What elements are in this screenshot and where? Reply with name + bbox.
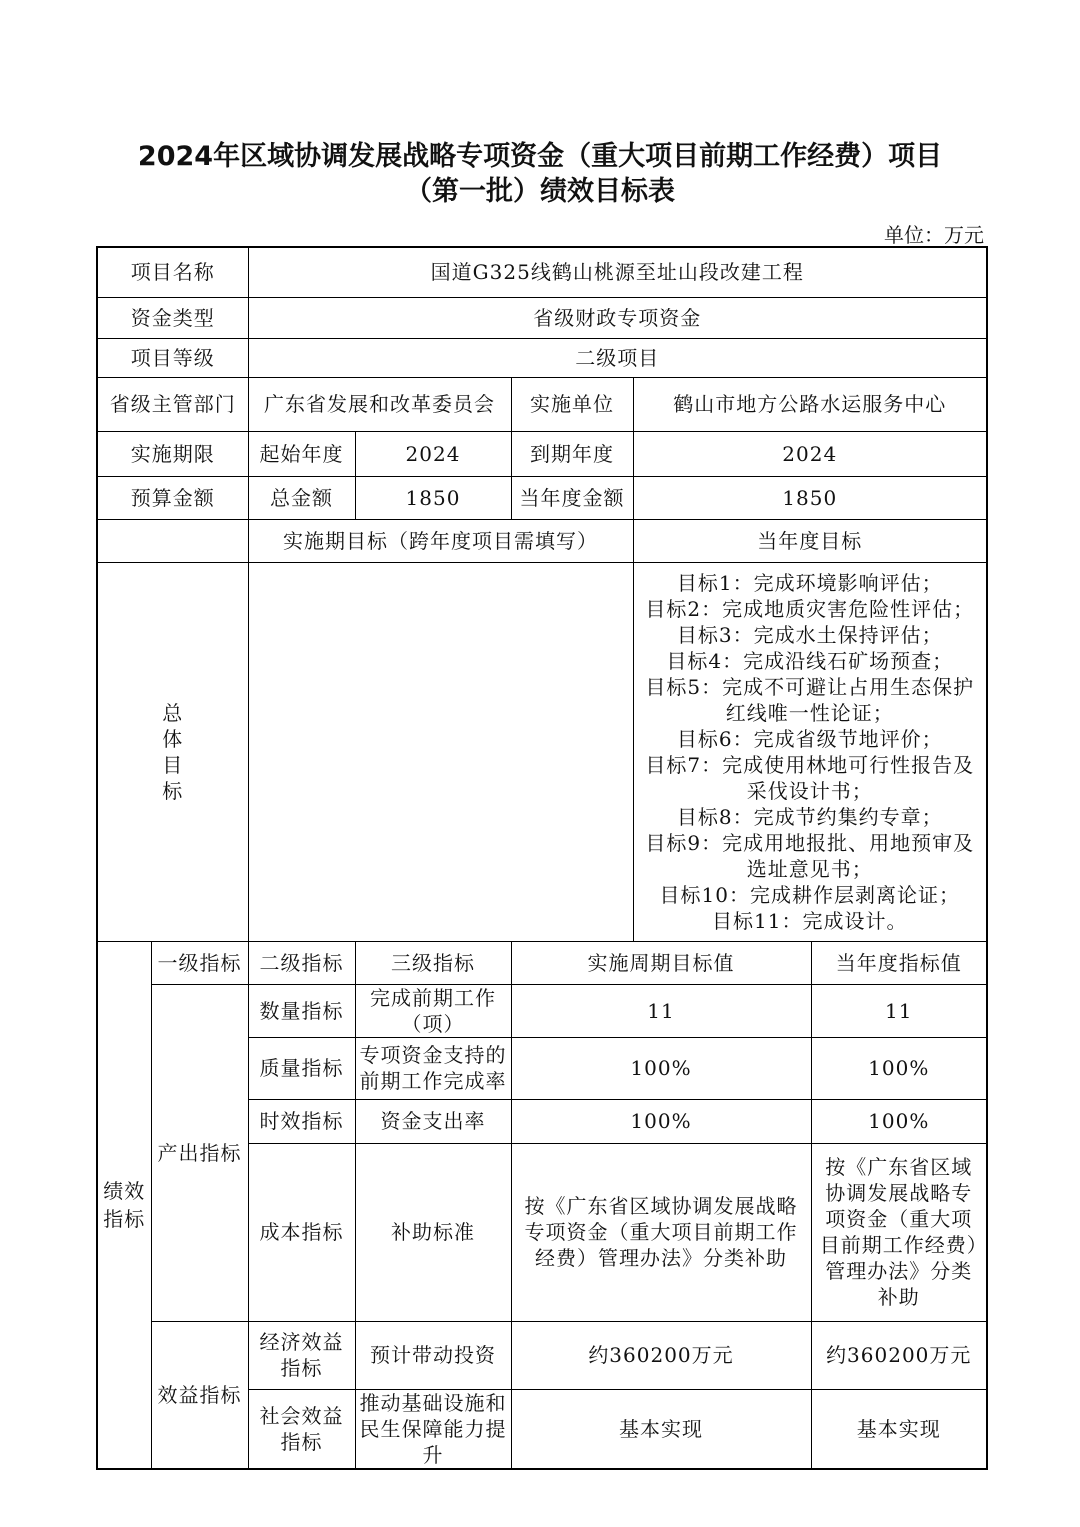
total-amount-value: 1850	[355, 476, 511, 519]
unit-label: 单位：万元	[884, 223, 984, 247]
department-label: 省级主管部门	[97, 377, 248, 431]
row-department	[97, 377, 987, 431]
annual-value-header: 当年度指标值	[811, 941, 987, 984]
period-label: 实施期限	[97, 431, 248, 476]
implementing-unit-value: 鹤山市地方公路水运服务中心	[633, 377, 987, 431]
current-amount-value: 1850	[633, 476, 987, 519]
annual-goal-item: 目标9：完成用地报批、用地预审及选址意见书；	[645, 830, 975, 881]
level2-cell: 时效指标	[248, 1099, 355, 1143]
annual-value-cell: 100%	[811, 1037, 987, 1099]
annual-goal-item: 目标1：完成环境影响评估；	[676, 570, 943, 595]
budget-label: 预算金额	[97, 476, 248, 519]
current-amount-label: 当年度金额	[511, 476, 633, 519]
performance-target-table	[96, 246, 988, 1470]
period-value-header: 实施周期目标值	[511, 941, 811, 984]
overall-goal-label: 总体目标	[97, 562, 248, 941]
end-year-value: 2024	[633, 431, 987, 476]
row-period	[97, 431, 987, 476]
annual-goals-list	[633, 562, 987, 941]
level3-cell: 补助标准	[355, 1143, 511, 1321]
annual-goal-item: 目标3：完成水土保持评估；	[676, 622, 943, 647]
total-amount-label: 总金额	[248, 476, 355, 519]
table-row	[97, 1321, 987, 1389]
period-goal-text	[248, 562, 633, 941]
fund-type-label: 资金类型	[97, 297, 248, 338]
start-year-label: 起始年度	[248, 431, 355, 476]
annual-value-cell: 按《广东省区域协调发展战略专项资金（重大项目前期工作经费）管理办法》分类补助	[811, 1143, 987, 1321]
annual-goal-label: 当年度目标	[633, 519, 987, 562]
annual-value-cell: 100%	[811, 1099, 987, 1143]
end-year-label: 到期年度	[511, 431, 633, 476]
row-budget	[97, 476, 987, 519]
period-value-cell: 100%	[511, 1037, 811, 1099]
level3-cell: 完成前期工作（项）	[355, 984, 511, 1037]
period-value-cell: 11	[511, 984, 811, 1037]
level1-header: 一级指标	[151, 941, 248, 984]
level2-cell: 数量指标	[248, 984, 355, 1037]
fund-type-value: 省级财政专项资金	[248, 297, 987, 338]
annual-goal-item: 目标4：完成沿线石矿场预查；	[666, 648, 954, 673]
project-level-value: 二级项目	[248, 338, 987, 377]
row-project-level	[97, 338, 987, 377]
level2-cell: 质量指标	[248, 1037, 355, 1099]
row-overall-goals	[97, 562, 987, 941]
performance-indicators-label: 绩效指标	[97, 941, 151, 1469]
project-level-label: 项目等级	[97, 338, 248, 377]
project-name-label: 项目名称	[97, 247, 248, 297]
annual-value-cell: 11	[811, 984, 987, 1037]
row-project-name	[97, 247, 987, 297]
benefit-indicators-label: 效益指标	[151, 1321, 248, 1469]
level2-cell: 成本指标	[248, 1143, 355, 1321]
page-title-line-1: 2024年区域协调发展战略专项资金（重大项目前期工作经费）项目	[137, 141, 943, 172]
level2-cell: 经济效益指标	[248, 1321, 355, 1389]
row-indicator-header	[97, 941, 987, 984]
department-value: 广东省发展和改革委员会	[248, 377, 511, 431]
table-row	[97, 984, 987, 1037]
period-goal-label: 实施期目标（跨年度项目需填写）	[248, 519, 633, 562]
implementing-unit-label: 实施单位	[511, 377, 633, 431]
level3-cell: 专项资金支持的前期工作完成率	[355, 1037, 511, 1099]
annual-value-cell: 基本实现	[811, 1389, 987, 1469]
annual-goal-item: 目标7：完成使用林地可行性报告及采伐设计书；	[645, 752, 975, 803]
annual-goal-item: 目标2：完成地质灾害危险性评估；	[645, 596, 975, 621]
level3-cell: 资金支出率	[355, 1099, 511, 1143]
annual-goal-item: 目标6：完成省级节地评价；	[676, 726, 943, 751]
annual-goal-item: 目标11：完成设计。	[712, 908, 908, 933]
period-value-cell: 按《广东省区域协调发展战略专项资金（重大项目前期工作经费）管理办法》分类补助	[511, 1143, 811, 1321]
period-value-cell: 基本实现	[511, 1389, 811, 1469]
level3-cell: 预计带动投资	[355, 1321, 511, 1389]
page-title-line-2: （第一批）绩效目标表	[405, 176, 675, 207]
period-value-cell: 约360200万元	[511, 1321, 811, 1389]
level2-cell: 社会效益指标	[248, 1389, 355, 1469]
period-value-cell: 100%	[511, 1099, 811, 1143]
annual-value-cell: 约360200万元	[811, 1321, 987, 1389]
output-indicators-label: 产出指标	[151, 984, 248, 1321]
level2-header: 二级指标	[248, 941, 355, 984]
project-name-value: 国道G325线鹤山桃源至址山段改建工程	[248, 247, 987, 297]
level3-header: 三级指标	[355, 941, 511, 984]
annual-goal-item: 目标5：完成不可避让占用生态保护红线唯一性论证；	[645, 674, 975, 725]
row-fund-type	[97, 297, 987, 338]
start-year-value: 2024	[355, 431, 511, 476]
row-goals-header	[97, 519, 987, 562]
annual-goal-item: 目标10：完成耕作层剥离论证；	[659, 882, 960, 907]
level3-cell: 推动基础设施和民生保障能力提升	[355, 1389, 511, 1469]
annual-goal-item: 目标8：完成节约集约专章；	[676, 804, 943, 829]
